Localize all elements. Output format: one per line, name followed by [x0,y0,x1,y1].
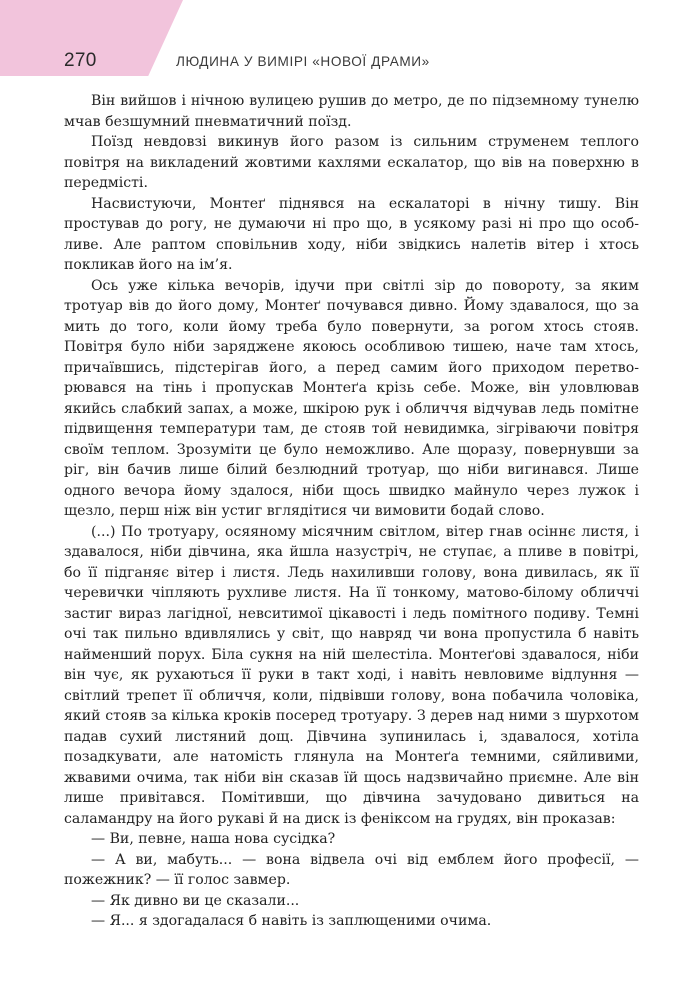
paragraph: Поїзд невдовзі викинув його разом із сильним струменем теплого повітря на викладений жовтими кахлями ескалатор, що вів на поверхню в передмісті. [64,134,639,191]
running-title: ЛЮДИНА У ВИМІРІ «НОВОЇ ДРАМИ» [176,54,430,69]
text-body [64,91,639,932]
page-number: 270 [64,50,97,71]
paragraph: Ось уже кілька вечорів, ідучи при світлі зір до повороту, за яким тротуар вів до його дому, Монтеґ почувався дивно. Йому здавалося, що за мить до того, коли йому треба було повернути, за рогом хтось стояв. Повітря було ніби заряджене якоюсь особливою тишею, наче там хтось, причаївшись, підстерігав його, а перед самим його приходом перетворювався на тінь і пропускав Монтеґа крізь себе. Може, він уловлював якийсь слабкий запах, а може, шкірою рук і обличчя відчував ледь помітне підвищення температури там, де стояв той невидимка, зігріваючи повітря своїм теплом. Зрозуміти це було неможливо. Але щоразу, повернувши за ріг, він бачив лише білий безлюдний тротуар, що ніби вигинався. Лише одного вечора йому здалося, ніби щось швидко майнуло через лужок і щезло, перш ніж він устиг вглядітися чи вимовити бодай слово. [64,277,639,519]
paragraph: Насвистуючи, Монтеґ піднявся на ескалаторі в нічну тишу. Він простував до рогу, не думаючи ні про що, в усякому разі ні про що особливе. Але раптом сповільнив ходу, ніби звідкись налетів вітер і хтось покликав його на ім’я. [64,195,639,273]
dialogue-line: — Ви, певне, наша нова сусідка? [91,831,336,847]
dialogue-line: — А ви, мабуть... — вона відвела очі від емблем його професії, — пожежник? — її голос завмер. [64,851,639,888]
paragraph: Він вийшов і нічною вулицею рушив до метро, де по підземному тунелю мчав безшумний пневматичний поїзд. [64,93,639,130]
dialogue-line: — Як дивно ви це сказали... [91,892,300,909]
dialogue-line: — Я... я здогадалася б навіть із заплющеними очима. [91,913,492,929]
paragraph: (...) По тротуару, осяяному місячним світлом, вітер гнав осіннє листя, і здавалося, ніби дівчина, яка йшла назустріч, не ступає, а пливе в повітрі, бо її підганяє вітер і листя. Ледь нахиливши голову, вона дивилась, як її черевички чіпляють рухливе листя. На її тонкому, матово-білому обличчі застиг вираз лагідної, невситимої цікавості і ледь помітного подиву. Темні очі так пильно вдивлялись у світ, що навряд чи вона пропустила б навіть найменший порух. Біла сукня на ній шелестіла. Монтеґові здавалося, ніби він чує, як рухаються її руки в такт ході, і навіть невловиме відлуння — світлий трепет її обличчя, коли, підвівши голову, вона побачила чоловіка, який стояв за кілька кроків посеред тротуару. З дерев над ними з шурхотом падав сухий листяний дощ. Дівчина зупинилась і, здавалося, хотіла позадкувати, але натомість глянула на Монтеґа темними, сяйливими, жвавими очима, так ніби він сказав їй щось надзвичайно приємне. Але він лише привітався. Помітивши, що дівчина зачудовано дивиться на саламандру на його рукаві й на диск із феніксом на грудях, він проказав: [64,523,639,827]
